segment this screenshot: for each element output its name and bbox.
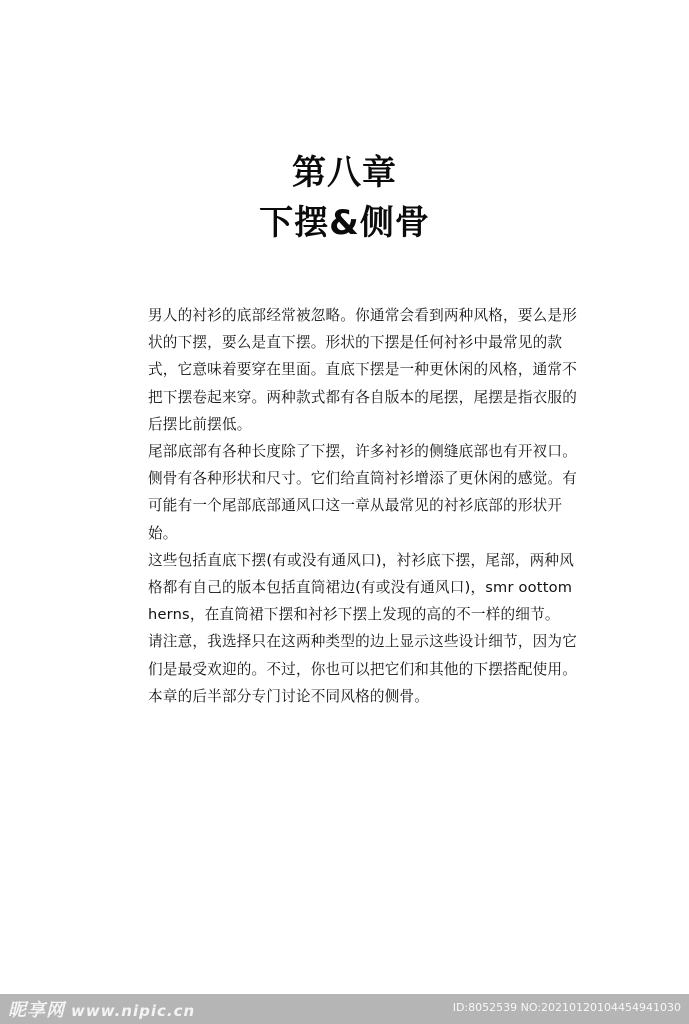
chapter-subtitle: 下摆&侧骨 (259, 203, 430, 243)
watermark-id: ID:8052539 NO:20210120104454941030 (452, 1001, 681, 1014)
paragraph-1: 男人的衬衫的底部经常被忽略。你通常会看到两种风格，要么是形状的下摆，要么是直下摆。形状的下摆是任何衬衫中最常见的款式，它意味着要穿在里面。直底下摆是一种更休闲的风格，通常不把下摆卷起来穿。两种款式都有各自版本的尾摆，尾摆是指衣服的后摆比前摆低。 (148, 307, 578, 433)
watermark-logo-text: 昵享网 (8, 1000, 65, 1021)
paragraph-2: 尾部底部有各种长度除了下摆，许多衬衫的侧缝底部也有开衩口。侧骨有各种形状和尺寸。它们给直筒衬衫增添了更休闲的感觉。有可能有一个尾部底部通风口这一章从最常见的衬衫底部的形状开始。 (148, 443, 578, 542)
chapter-title (0, 148, 689, 248)
watermark-logo (8, 996, 195, 1022)
paragraph-3: 这些包括直底下摆(有或没有通风口)，衬衫底下摆，尾部，两种风格都有自己的版本包括直筒裙边(有或没有通风口)，smr oottom herns，在直筒裙下摆和衬衫下摆上发现的高的不一样的细节。 (148, 551, 575, 624)
chapter-number: 第八章 (292, 153, 397, 193)
watermark-url: www.nipic.cn (71, 1002, 196, 1020)
body-text (148, 302, 580, 710)
watermark-bar (0, 994, 689, 1024)
paragraph-4: 请注意，我选择只在这两种类型的边上显示这些设计细节，因为它们是最受欢迎的。不过，你也可以把它们和其他的下摆搭配使用。本章的后半部分专门讨论不同风格的侧骨。 (148, 633, 578, 705)
